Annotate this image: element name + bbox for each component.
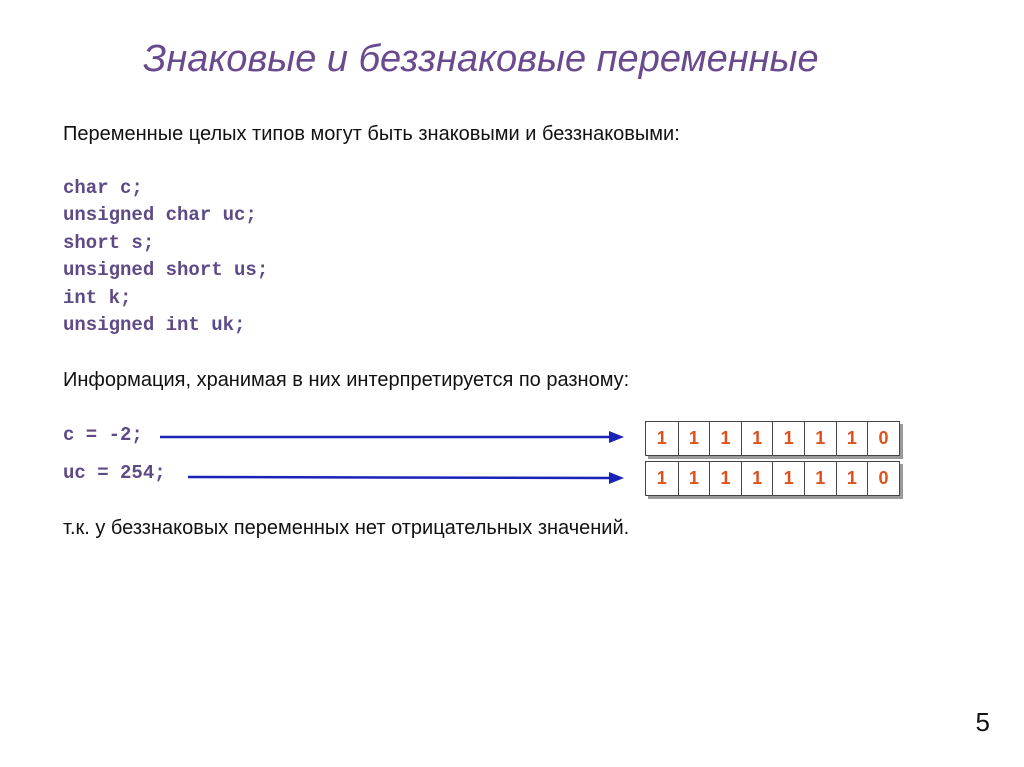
bit-cell: 1	[656, 468, 667, 488]
code-line: short s;	[63, 231, 155, 254]
bit-cell: 0	[867, 462, 899, 495]
bit-cell: 1	[656, 428, 667, 448]
info-text: Информация, хранимая в них интерпретируется по разному:	[63, 369, 630, 391]
bit-cell: 1	[741, 462, 773, 495]
bit-register-unsigned	[645, 461, 900, 496]
slide-title: Знаковые и беззнаковые переменные	[143, 38, 819, 80]
bit-cell: 1	[678, 422, 710, 455]
bit-cell: 1	[836, 462, 868, 495]
bit-cell: 1	[836, 422, 868, 455]
example-code-unsigned: uc = 254;	[63, 462, 166, 484]
code-line: unsigned char uc;	[63, 204, 257, 227]
bit-cell: 1	[804, 422, 836, 455]
example-code-signed: c = -2;	[63, 424, 143, 446]
intro-text: Переменные целых типов могут быть знаковыми и беззнаковыми:	[63, 123, 680, 145]
bit-cell: 1	[709, 462, 741, 495]
bit-cell: 1	[804, 462, 836, 495]
conclusion-text: т.к. у беззнаковых переменных нет отрицательных значений.	[63, 517, 630, 539]
bit-cell: 1	[772, 422, 804, 455]
bit-cell: 1	[678, 462, 710, 495]
code-line: char c;	[63, 177, 143, 199]
bit-cell: 0	[867, 422, 899, 455]
code-line: unsigned int uk;	[63, 314, 246, 337]
bit-cell: 1	[709, 422, 741, 455]
code-line: int k;	[63, 286, 132, 309]
bit-cell: 1	[741, 422, 773, 455]
page-number: 5	[975, 707, 990, 737]
code-line: unsigned short us;	[63, 259, 269, 282]
bit-cell: 1	[772, 462, 804, 495]
